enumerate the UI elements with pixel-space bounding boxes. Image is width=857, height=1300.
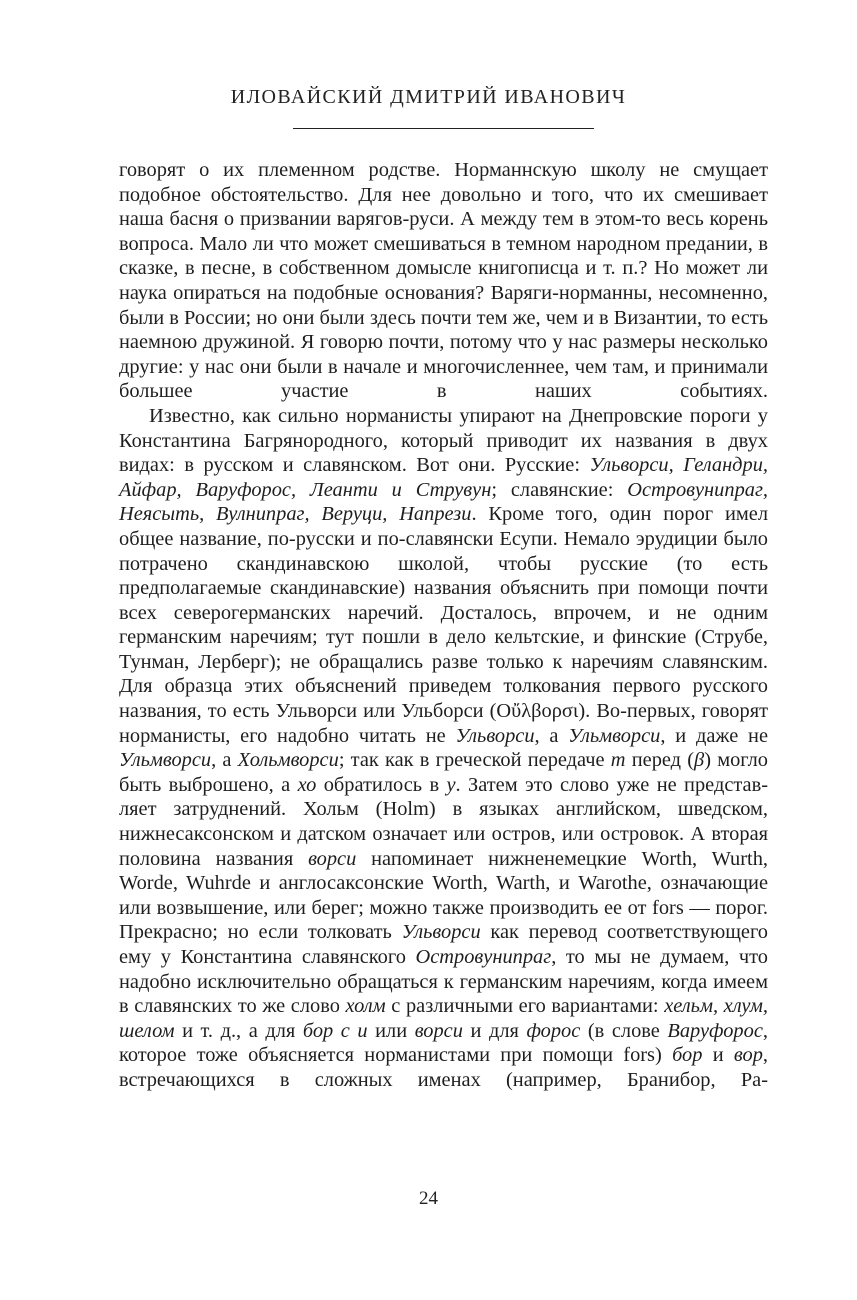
- italic-run: Хольмворси: [237, 749, 339, 772]
- italic-run: Варуфорос: [667, 1019, 763, 1042]
- italic-run: Островунипраг, Неясыть, Вулнипраг, Веруци, Напрези: [119, 478, 769, 526]
- italic-run: ворси: [308, 847, 357, 870]
- text-run: напоминает нижненемецкие Worth, Wurth, Worde, Wuhrde и англосаксонские Worth, Warth, и Warothe, означающие или возвышение, или берег; можно также производить ее от fors — порог. Прекрасно; но если толковать: [119, 847, 768, 944]
- text-run: Известно, как сильно норманисты упирают на Днепровские пороги у Константина Багрянородного, который приводит их названия в двух видах: в русском и славянском. Вот они. Русские:: [119, 404, 768, 477]
- text-run: , а: [211, 749, 238, 772]
- italic-run: Ульмворси: [568, 724, 661, 747]
- italic-run: Ульворси, Геландри, Айфар, Варуфорос, Леанти и Струвун: [119, 454, 768, 501]
- text-run: ; так как в греческой передаче: [338, 749, 611, 772]
- header-rule: [293, 128, 594, 129]
- italic-run: форос: [526, 1019, 581, 1042]
- paragraph-2: [119, 404, 768, 1093]
- text-run: ; славянские:: [491, 478, 628, 501]
- text-run: . Кроме того, один порог имел общее название, по-русски и по-славянски Есупи. Немало эрудиции было потрачено скандинавскою школой, чтобы русские (то есть предполагаемые скандинавские) названия объяснить при помощи почти всех северогерманских наречий. Досталось, впрочем, и не одним германским наречиям; тут пошли в дело кельтские, и финские (Струбе, Тунман, Лерберг); не обращались разве только к наречиям славянским. Для образца этих объяснений приведем толкования первого русского названия, то есть Ульворси или Ульборси (Οὔλβορσι). Во-первых, говорят норманисты, его надобно читать не: [119, 503, 769, 747]
- italic-run: Ульворси: [401, 921, 481, 944]
- text-run: как перевод соответствующего ему у Константина славянского: [119, 921, 768, 968]
- text-run: перед (: [625, 749, 695, 772]
- text-run: с различными его вариантами:: [385, 995, 665, 1018]
- text-run: , а: [534, 724, 569, 747]
- text-run: говорят о их племенном родстве. Норманнскую школу не смущает подобное обстоятельство. Для нее довольно и того, что их смешивает наша басня о призвании варягов-руси. А между тем в этом-то весь корень вопроса. Мало ли что может смешиваться в темном народном предании, в сказке, в песне, в собственном домысле книгописца и т. п.? Но может ли наука опираться на подобные основания? Варяги-норманны, несомненно, были в России; но они были здесь почти тем же, чем и в Византии, то есть наемною дружиной. Я говорю почти, потому что у нас размеры несколько другие: у нас они были в начале и многочисленнее, чем там, и принимали большее участие в наших событиях.: [119, 159, 768, 403]
- body-text: [119, 158, 768, 1093]
- page-number: 24: [419, 1188, 438, 1209]
- text-run: . Затем это слово уже не представляет затруднений. Хольм (Holm) в языках английском, шведском, нижнесаксонском и датском означает или остров, или островок. А вторая половина названия: [119, 773, 769, 870]
- italic-run: хельм, хлум, шелом: [119, 995, 769, 1042]
- text-run: или: [367, 1019, 415, 1042]
- italic-run: у: [446, 773, 456, 796]
- paragraph-1: [119, 158, 768, 404]
- italic-run: ворси: [414, 1019, 463, 1042]
- italic-run: хо: [297, 773, 317, 796]
- italic-run: бор: [672, 1044, 703, 1067]
- italic-run: Ульмворси: [119, 749, 212, 772]
- italic-run: вор: [733, 1044, 763, 1067]
- italic-run: Ульворси: [455, 724, 535, 747]
- running-header: ИЛОВАЙСКИЙ ДМИТРИЙ ИВАНОВИЧ: [230, 86, 627, 108]
- text-run: , и даже не: [660, 724, 768, 747]
- text-run: , встречающихся в сложных именах (например, Бранибор, Ра-: [119, 1044, 769, 1091]
- text-run: и т. д., а для: [174, 1019, 303, 1042]
- text-run: ) могло быть выброшено, а: [119, 749, 768, 796]
- italic-run: β: [694, 749, 705, 772]
- text-run: , то мы не думаем, что надобно исключительно обращаться к германским наречиям, когда имеем в славянских то же слово: [119, 946, 768, 1018]
- text-run: , которое тоже объясняется норманистами при помощи fors): [119, 1019, 768, 1067]
- italic-run: т: [610, 749, 626, 772]
- italic-run: бор с и: [302, 1019, 368, 1042]
- text-run: и для: [462, 1019, 527, 1042]
- text-run: и: [702, 1044, 734, 1067]
- italic-run: холм: [345, 995, 386, 1018]
- text-run: (в слове: [580, 1019, 668, 1042]
- text-run: обратилось в: [316, 773, 447, 796]
- italic-run: Островунипраг: [415, 946, 552, 968]
